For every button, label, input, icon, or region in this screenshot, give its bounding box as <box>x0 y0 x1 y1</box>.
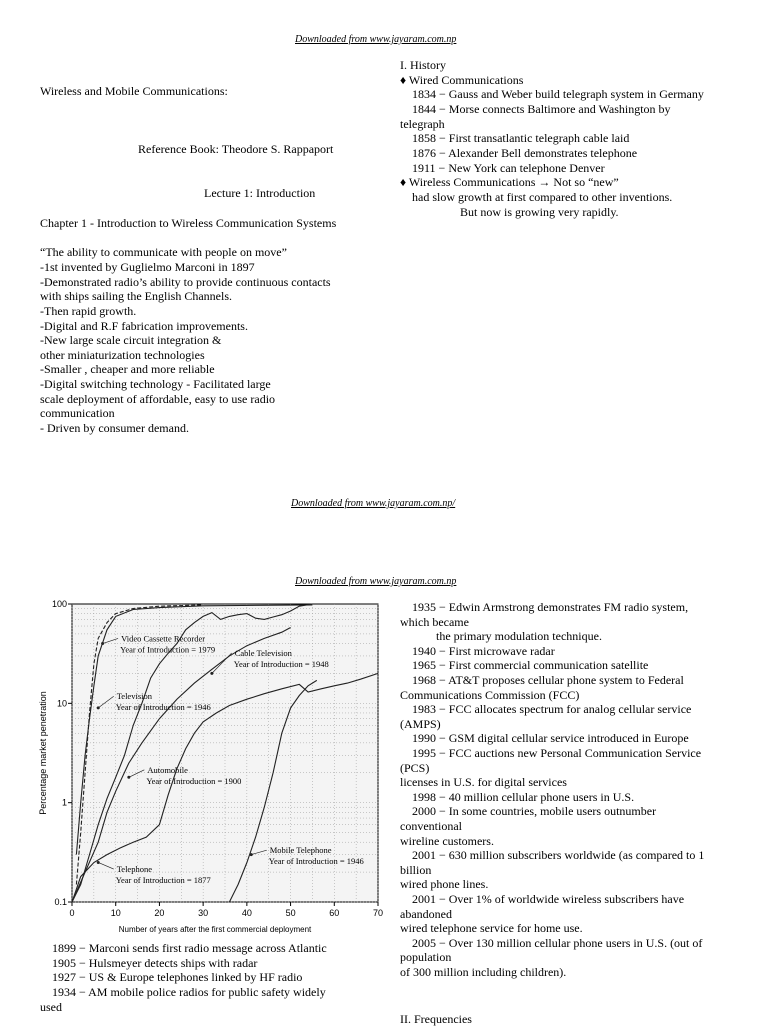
series-label: Year of Introduction = 1948 <box>233 658 329 669</box>
series-label: Year of Introduction = 1946 <box>268 856 364 867</box>
timeline-line: the primary modulation technique. <box>400 629 602 644</box>
y-tick-label: 10 <box>56 698 67 709</box>
x-tick-label: 30 <box>198 908 209 918</box>
y-axis-label: Percentage market penetration <box>38 691 48 815</box>
timeline-line: 1899 − Marconi sends first radio message across Atlantic <box>40 941 327 955</box>
series-label: Telephone <box>116 864 152 875</box>
y-tick-label: 1 <box>61 797 67 808</box>
series-label: Video Cassette Recorder <box>121 633 206 644</box>
x-tick-label: 70 <box>372 908 384 918</box>
body-line: -Digital switching technology - Facilitated large <box>40 377 271 391</box>
x-tick-label: 10 <box>110 908 121 918</box>
body-line: -New large scale circuit integration & <box>40 333 222 347</box>
series-label: Year of Introduction = 1979 <box>120 644 216 655</box>
timeline-line: 1998 − 40 million cellular phone users in U.S. <box>400 789 635 804</box>
history-line: had slow growth at first compared to other inventions. <box>400 190 673 204</box>
history-line: ♦ Wired Communications <box>400 73 524 87</box>
series-leader-dot <box>97 706 100 709</box>
series-label: Automobile <box>147 764 188 775</box>
body-line: with ships sailing the English Channels. <box>40 289 232 303</box>
timeline-line: 1927 − US & Europe telephones linked by HF radio <box>40 970 303 984</box>
x-axis-label: Number of years after the first commercial deployment <box>118 925 312 934</box>
series-leader-dot <box>97 861 100 864</box>
x-tick-label: 60 <box>329 908 340 918</box>
timeline-line: Communications Commission (FCC) <box>400 687 580 702</box>
download-banner-mid[interactable]: Downloaded from www.jayaram.com.np/ <box>291 498 456 509</box>
timeline-line: 1965 − First commercial communication satellite <box>400 658 649 673</box>
timeline-line: of 300 million including children). <box>400 965 567 979</box>
timeline-line: 1934 − AM mobile police radios for public safety widely <box>40 985 326 999</box>
timeline-line: 1905 − Hulsmeyer detects ships with radar <box>40 956 258 970</box>
timeline-line: 2005 − Over 130 million cellular phone users in U.S. (out of <box>400 935 703 950</box>
download-banner-page2[interactable]: Downloaded from www.jayaram.com.np <box>295 576 457 587</box>
timeline-line: (AMPS) <box>400 716 441 731</box>
timeline-line: licenses in U.S. for digital services <box>400 775 567 790</box>
reference-book: Reference Book: Theodore S. Rappaport <box>138 142 334 156</box>
series-leader-dot <box>210 672 213 675</box>
timeline-line: billion <box>400 862 432 877</box>
timeline-line: 1940 − First microwave radar <box>400 643 555 658</box>
body-line: -Demonstrated radio’s ability to provide continuous contacts <box>40 275 331 289</box>
history-line: 1834 − Gauss and Weber build telegraph system in Germany <box>400 87 704 101</box>
timeline-line: used <box>40 1000 62 1014</box>
chapter-title: Chapter 1 - Introduction to Wireless Communication Systems <box>40 216 337 230</box>
timeline-line: 1995 − FCC auctions new Personal Communication Service <box>400 746 702 760</box>
history-line: 1911 − New York can telephone Denver <box>400 161 605 175</box>
timeline-line: wireline customers. <box>400 833 494 848</box>
history-line: ♦ Wireless Communications → Not so “new” <box>400 175 619 189</box>
series-label: Television <box>116 691 153 702</box>
body-line: -Then rapid growth. <box>40 304 137 318</box>
history-line: telegraph <box>400 117 445 131</box>
series-label: Cable Television <box>234 647 292 658</box>
y-tick-label: 0.1 <box>54 897 67 907</box>
body-line: - Driven by consumer demand. <box>40 421 189 435</box>
series-leader-dot <box>101 642 104 645</box>
x-tick-label: 20 <box>154 908 165 918</box>
body-line: communication <box>40 406 115 420</box>
x-tick-label: 50 <box>285 908 296 918</box>
market-penetration-chart <box>38 598 388 938</box>
x-tick-label: 40 <box>241 908 252 918</box>
series-label: Mobile Telephone <box>269 845 332 856</box>
body-line: “The ability to communicate with people on move” <box>40 245 287 259</box>
timeline-line: 2001 − Over 1% of worldwide wireless subscribers have <box>400 892 685 906</box>
body-line: other miniaturization technologies <box>40 348 205 362</box>
series-leader-dot <box>127 776 130 779</box>
body-line: -1st invented by Guglielmo Marconi in 1897 <box>40 260 255 274</box>
timeline-line: wired phone lines. <box>400 877 489 892</box>
history-line: But now is growing very rapidly. <box>400 205 619 219</box>
lecture-title: Lecture 1: Introduction <box>204 186 316 200</box>
timeline-line: 1983 − FCC allocates spectrum for analog cellular service <box>400 702 692 717</box>
y-tick-label: 100 <box>51 599 67 609</box>
series-leader-dot <box>250 853 253 856</box>
body-line: -Smaller , cheaper and more reliable <box>40 362 215 376</box>
history-line: 1876 − Alexander Bell demonstrates telephone <box>400 146 638 160</box>
history-heading: I. History <box>400 58 446 72</box>
timeline-line: 2001 − 630 million subscribers worldwide (as compared to 1 <box>400 848 705 863</box>
timeline-line: conventional <box>400 819 462 833</box>
chart-svg <box>38 598 388 938</box>
download-banner-top[interactable]: Downloaded from www.jayaram.com.np <box>295 34 457 45</box>
timeline-line: abandoned <box>400 906 452 921</box>
timeline-line: 1968 − AT&T proposes cellular phone system to Federal <box>400 673 684 687</box>
timeline-line: 2000 − In some countries, mobile users outnumber <box>400 804 657 819</box>
body-line: scale deployment of affordable, easy to use radio <box>40 392 276 406</box>
course-title: Wireless and Mobile Communications: <box>40 84 228 98</box>
body-line: -Digital and R.F fabrication improvements. <box>40 319 248 333</box>
timeline-line: population <box>400 950 452 965</box>
history-line: 1858 − First transatlantic telegraph cable laid <box>400 131 630 145</box>
timeline-line: 1935 − Edwin Armstrong demonstrates FM radio system, <box>400 600 689 614</box>
frequencies-heading: II. Frequencies <box>400 1012 472 1026</box>
series-label: Year of Introduction = 1877 <box>115 875 211 886</box>
history-line: 1844 − Morse connects Baltimore and Washington by <box>400 102 671 116</box>
series-label: Year of Introduction = 1946 <box>115 702 211 713</box>
series-label: Year of Introduction = 1900 <box>146 775 242 786</box>
timeline-line: wired telephone service for home use. <box>400 921 583 936</box>
x-tick-label: 0 <box>69 908 75 918</box>
timeline-line: which became <box>400 614 469 629</box>
timeline-line: 1990 − GSM digital cellular service introduced in Europe <box>400 731 689 746</box>
timeline-line: (PCS) <box>400 760 430 775</box>
